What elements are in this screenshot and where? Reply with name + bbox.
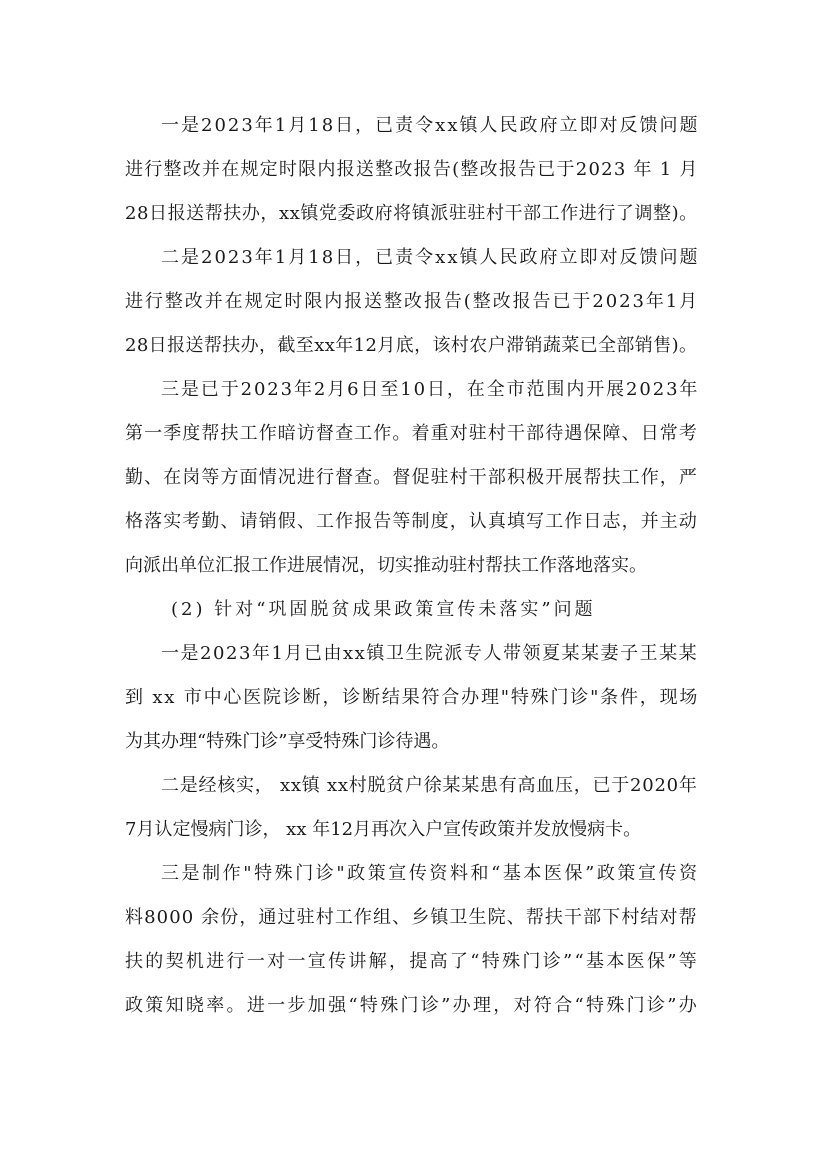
paragraph-line: 到 xx 市中心医院诊断，诊断结果符合办理"特殊门诊"条件，现场 xyxy=(125,687,700,708)
paragraph-line: 格落实考勤、请销假、工作报告等制度，认真填写工作日志，并主动 xyxy=(125,511,698,532)
paragraph-line: 一是2023年1月18日，已责令xx镇人民政府立即对反馈问题 xyxy=(161,115,700,136)
paragraph-line: 政策知晓率。进一步加强“特殊门诊”办理，对符合“特殊门诊”办 xyxy=(125,995,700,1016)
paragraph-line: 二是2023年1月18日，已责令xx镇人民政府立即对反馈问题 xyxy=(161,247,700,268)
paragraph-line: 扶的契机进行一对一宣传讲解，提高了“特殊门诊”“基本医保”等 xyxy=(125,951,700,972)
paragraph-line: 三是已于2023年2月6日至10日，在全市范围内开展2023年 xyxy=(161,379,700,400)
paragraph-line: 28日报送帮扶办，xx镇党委政府将镇派驻驻村干部工作进行了调整)。 xyxy=(125,203,698,224)
paragraph-line: 向派出单位汇报工作进展情况，切实推动驻村帮扶工作落地落实。 xyxy=(125,555,647,576)
paragraph-line: 一是2023年1月已由xx镇卫生院派专人带领夏某某妻子王某某 xyxy=(161,643,699,664)
paragraph-line: 三是制作"特殊门诊"政策宣传资料和“基本医保”政策宣传资 xyxy=(161,863,700,884)
paragraph-line: 二是经核实， xx镇 xx村脱贫户徐某某患有高血压，已于2020年 xyxy=(161,775,698,796)
paragraph-line: 28日报送帮扶办，截至xx年12月底，该村农户滞销蔬菜已全部销售)。 xyxy=(125,335,698,356)
paragraph-line: 第一季度帮扶工作暗访督查工作。着重对驻村干部待遇保障、日常考 xyxy=(125,423,698,444)
paragraph-line: 进行整改并在规定时限内报送整改报告(整改报告已于2023年1月 xyxy=(125,291,700,312)
paragraph-line: 进行整改并在规定时限内报送整改报告(整改报告已于2023 年 1 月 xyxy=(125,159,699,180)
paragraph-line: 料8000 余份，通过驻村工作组、乡镇卫生院、帮扶干部下村结对帮 xyxy=(125,907,698,928)
paragraph-line: 7月认定慢病门诊， xx 年12月再次入户宣传政策并发放慢病卡。 xyxy=(125,819,642,840)
paragraph-line: 勤、在岗等方面情况进行督查。督促驻村干部积极开展帮扶工作，严 xyxy=(125,467,698,488)
section-heading: (2) 针对“巩固脱贫成果政策宣传未落实”问题 xyxy=(171,599,596,620)
paragraph-line: 为其办理“特殊门诊”享受特殊门诊待遇。 xyxy=(125,731,450,752)
